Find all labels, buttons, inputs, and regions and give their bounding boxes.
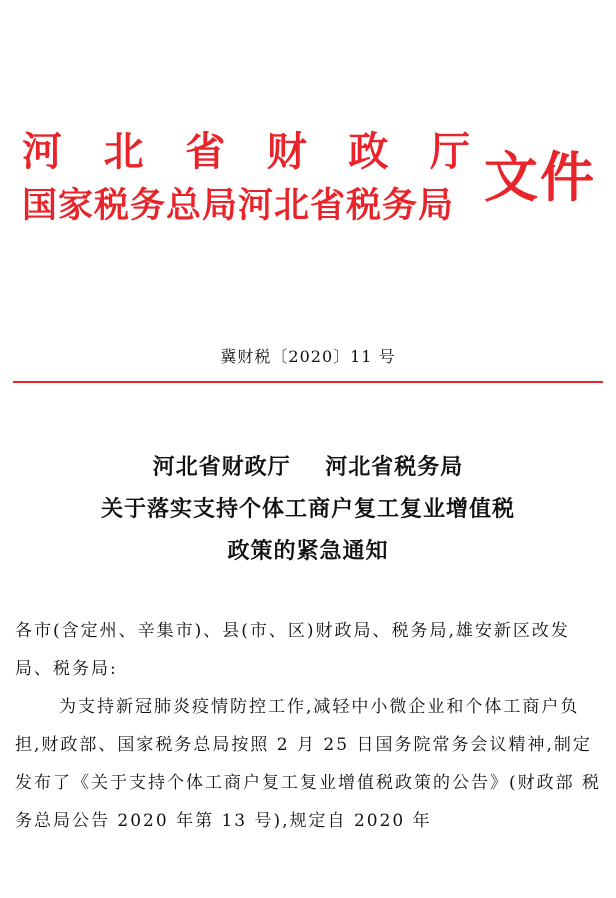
addressee: 各市(含定州、辛集市)、县(市、区)财政局、税务局,雄安新区改发局、税务局: (15, 621, 570, 679)
title-line: 河北省财政厅 河北省税务局 (152, 454, 464, 480)
document-number: 冀财税〔2020〕11 号 (220, 347, 396, 366)
body-paragraph: 为支持新冠肺炎疫情防控工作,减轻中小微企业和个体工商户负担,财政部、国家税务总局按照 2 月 25 日国务院常务会议精神,制定发布了《关于支持个体工商户复工复业增值税政策的公告》(财政部 税务总局公告 2020 年第 13 号),规定自 2020 年 (15, 697, 602, 831)
title-line: 政策的紧急通知 (227, 538, 389, 564)
notice-body (15, 612, 605, 840)
issuer-line-tax-bureau: 国家税务总局河北省税务局 (22, 186, 455, 226)
document-label: 文件 (484, 146, 596, 209)
issuer-char: 河 (22, 129, 62, 175)
issuer-line-finance-department (22, 128, 470, 176)
issuer-char: 北 (103, 129, 144, 175)
issuer-char: 政 (348, 129, 389, 175)
issuer-char: 省 (185, 129, 226, 175)
title-line: 关于落实支持个体工商户复工复业增值税 (100, 496, 515, 522)
issuer-char: 财 (266, 129, 307, 175)
document-header (22, 128, 602, 238)
red-divider (13, 381, 603, 383)
issuer-char: 厅 (429, 129, 470, 175)
notice-title (0, 446, 616, 572)
